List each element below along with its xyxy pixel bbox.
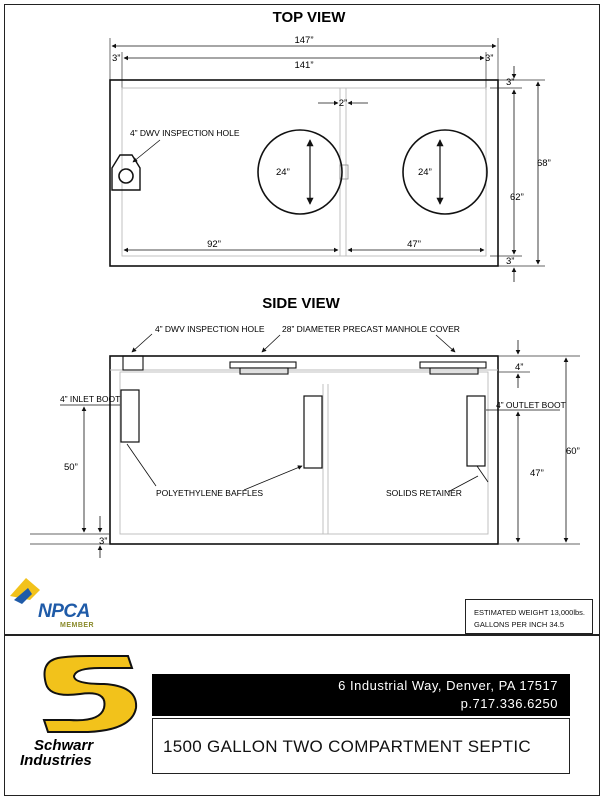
manhole-cover-leader-left [262, 335, 280, 352]
overall-height-label: 60” [566, 446, 580, 457]
bottom-thickness-label: 3” [99, 536, 108, 547]
outlet-height-label: 47” [530, 468, 544, 479]
manhole-cover-label: 28” DIAMETER PRECAST MANHOLE COVER [282, 324, 460, 334]
side-inspection-leader [132, 334, 152, 352]
side-inspection-riser [123, 356, 143, 370]
top-view-extension-lines [110, 38, 545, 266]
schwarr-logo-icon [44, 656, 136, 732]
npca-member-text: MEMBER [60, 622, 95, 629]
baffles-leader-left [127, 444, 156, 486]
compartment-2-label: 47” [407, 239, 421, 250]
manhole-cover-1 [230, 362, 296, 368]
manhole-cover-2-plug [430, 368, 478, 374]
manhole-1-diameter-label: 24” [276, 167, 290, 178]
gallons-per-inch: GALLONS PER INCH 34.5 [474, 620, 565, 629]
middle-baffle [304, 396, 322, 468]
outlet-baffle [467, 396, 485, 466]
side-inspection-hole-label: 4” DWV INSPECTION HOLE [155, 324, 265, 334]
estimated-weight: ESTIMATED WEIGHT 13,000lbs. [474, 608, 586, 617]
solids-retainer-label: SOLIDS RETAINER [386, 488, 462, 498]
manhole-2 [403, 130, 487, 214]
inspection-hole-fitting [112, 155, 140, 190]
manhole-cover-1-plug [240, 368, 288, 374]
manhole-1 [258, 130, 342, 214]
npca-logo-mark [10, 578, 40, 604]
side-view-title: SIDE VIEW [262, 295, 340, 312]
company-phone: p.717.336.6250 [460, 696, 558, 711]
company-name-line2: Industries [20, 752, 92, 769]
specs-box [465, 599, 593, 634]
manhole-cover-2 [420, 362, 486, 368]
inspection-hole-label: 4” DWV INSPECTION HOLE [130, 128, 240, 138]
compartment-1-label: 92” [207, 239, 221, 250]
inlet-baffle [121, 390, 139, 442]
overall-length-label: 147” [294, 35, 314, 46]
inner-length-label: 141” [294, 60, 314, 71]
solids-retainer-tip [477, 466, 488, 482]
partition-thickness-label: 2” [338, 98, 348, 109]
manhole-2-diameter-label: 24” [418, 167, 432, 178]
inlet-height-label: 50” [64, 462, 78, 473]
inlet-boot-label: 4” INLET BOOT [60, 394, 121, 404]
baffles-leader-right [244, 466, 302, 490]
bottom-wall-label: 3” [506, 256, 515, 267]
inner-width-label: 62” [510, 192, 524, 203]
left-wall-label: 3” [112, 53, 121, 64]
solids-retainer-leader [448, 476, 478, 492]
address-bar [152, 674, 570, 716]
top-thickness-label: 4” [515, 362, 524, 373]
npca-logo-text: NPCA [38, 601, 90, 622]
company-address: 6 Industrial Way, Denver, PA 17517 [338, 678, 558, 693]
company-name-line1: Schwarr [34, 737, 94, 754]
product-title-box [152, 718, 570, 774]
outlet-boot-label: 4” OUTLET BOOT [496, 400, 566, 410]
top-wall-label: 3” [506, 77, 515, 88]
baffles-label: POLYETHYLENE BAFFLES [156, 488, 264, 498]
inspection-hole-leader [133, 140, 160, 162]
top-view-title: TOP VIEW [272, 9, 346, 26]
company-name [20, 738, 93, 768]
right-wall-label: 3” [485, 53, 494, 64]
product-title: 1500 GALLON TWO COMPARTMENT SEPTIC [163, 737, 531, 756]
manhole-cover-leader-right [436, 335, 455, 352]
overall-width-label: 68” [537, 158, 551, 169]
